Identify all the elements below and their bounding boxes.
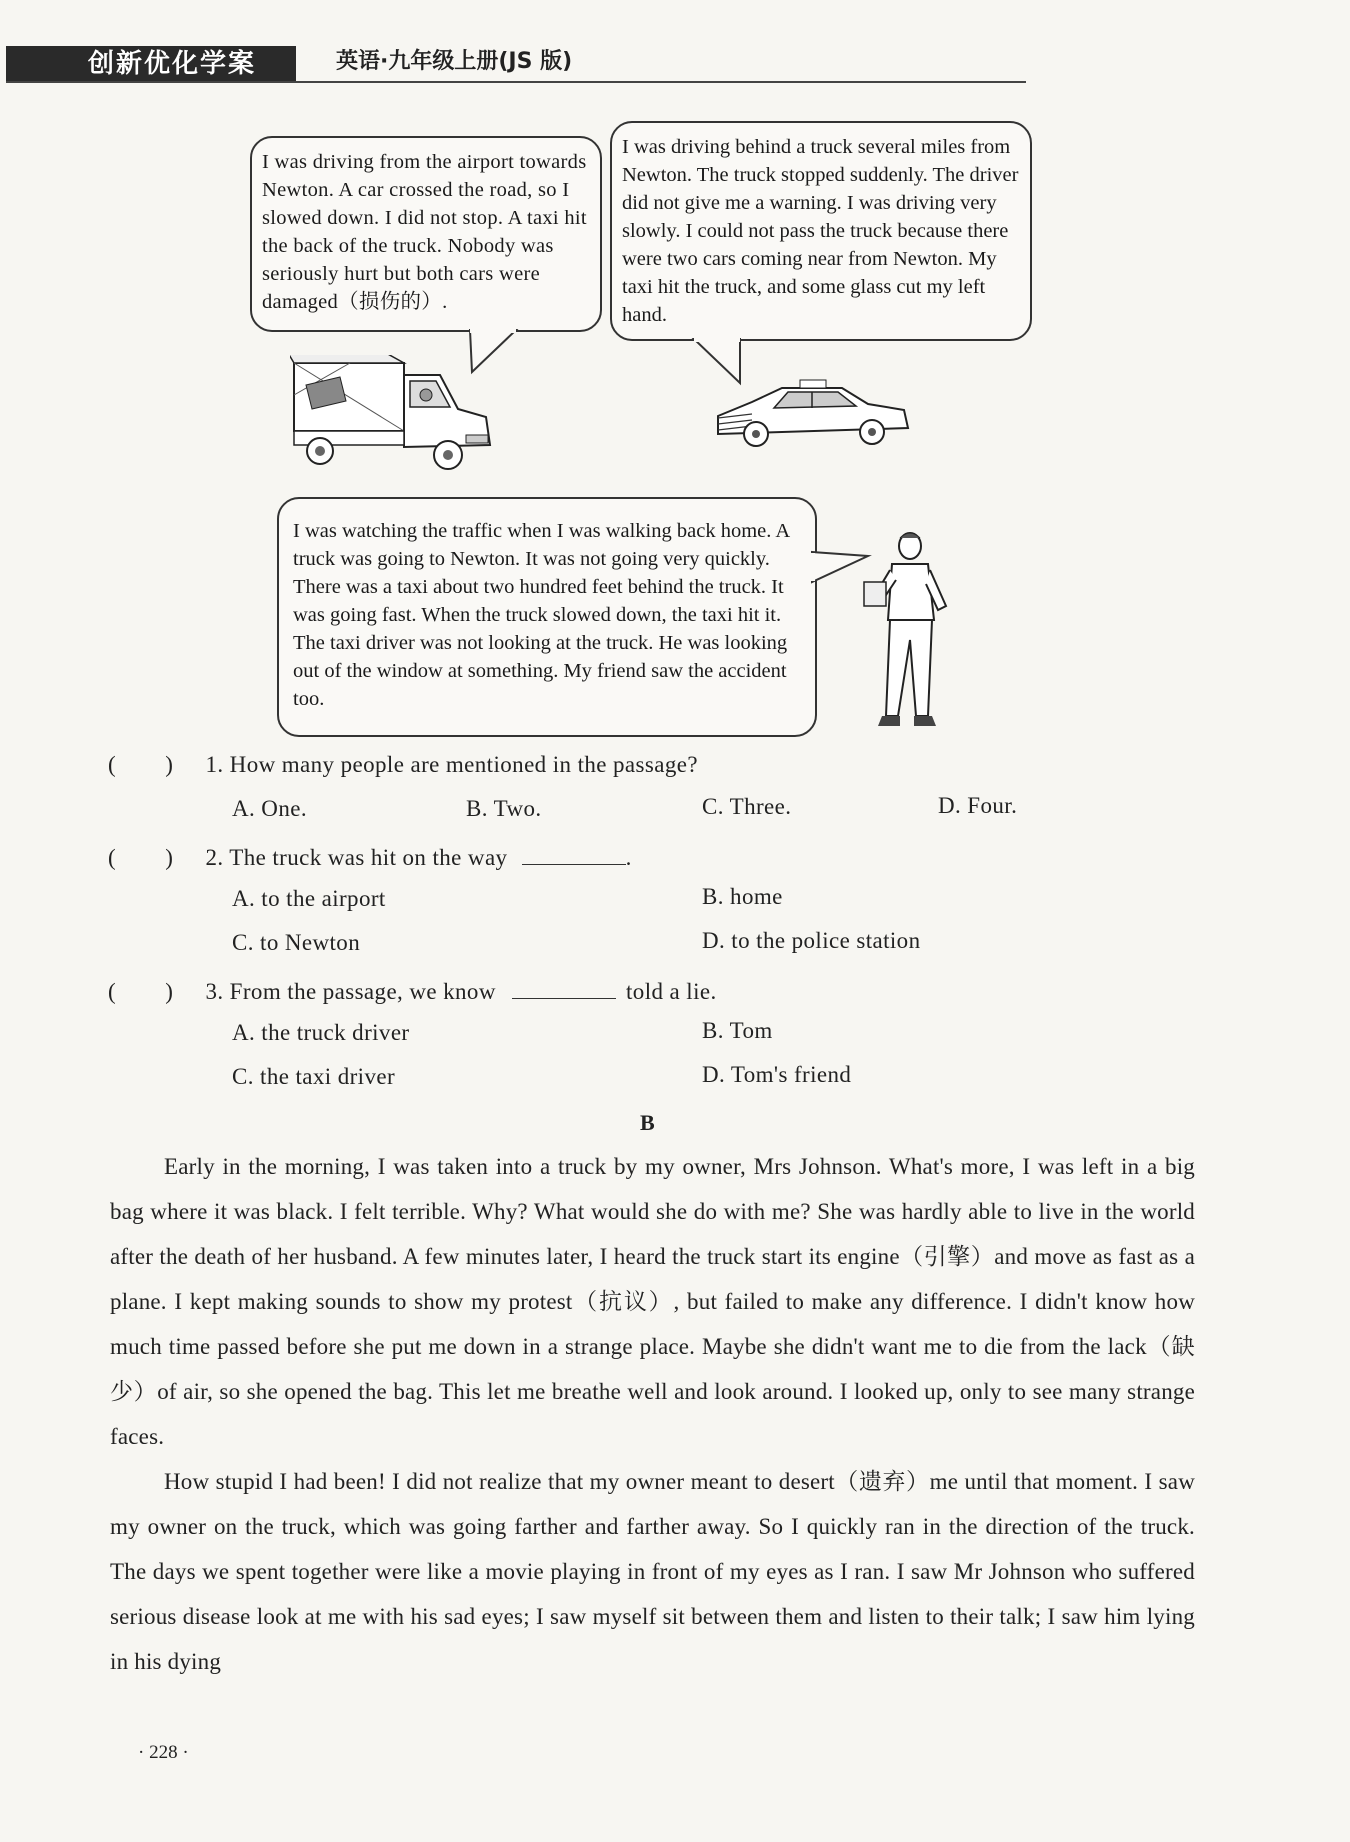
question-2 — [108, 842, 632, 871]
passage-paragraph-2: How stupid I had been! I did not realize that my owner meant to desert（遗弃）me until that moment. I saw my owner on the truck, which was going farther and farther away. So I quickly ran in the direction of the truck. The days we spent together were like a movie playing in front of my eyes as I ran. I saw Mr Johnson who suffered serious disease look at me with his sad eyes; I saw myself sit between them and listen to their talk; I saw him lying in his dying — [110, 1469, 1195, 1674]
brand-text: 创新优化学案 — [88, 49, 257, 79]
q3-option-a[interactable]: A. the truck driver — [232, 1020, 410, 1045]
page-number: · 228 · — [138, 1742, 189, 1763]
witness-boy-illustration — [860, 530, 952, 730]
answer-paren-1[interactable]: ( ) — [108, 752, 174, 777]
section-b-heading: B — [640, 1110, 655, 1135]
speech-bubble-taxi-driver — [610, 121, 1032, 341]
section-b-passage — [110, 1144, 1195, 1684]
answer-blank-3[interactable] — [512, 976, 616, 999]
q1-option-b[interactable]: B. Two. — [466, 796, 542, 821]
q1-option-c[interactable]: C. Three. — [702, 794, 792, 819]
q3-option-c[interactable]: C. the taxi driver — [232, 1064, 396, 1089]
taxi-illustration — [712, 378, 912, 450]
q2-option-a[interactable]: A. to the airport — [232, 886, 386, 911]
question-3-stem-end: told a lie. — [626, 979, 717, 1004]
book-title: 英语·九年级上册(JS 版) — [336, 49, 573, 74]
q1-option-a[interactable]: A. One. — [232, 796, 307, 821]
question-3 — [108, 976, 717, 1005]
speech-bubble-witness — [277, 497, 817, 737]
q2-option-b[interactable]: B. home — [702, 884, 783, 909]
passage-paragraph-1: Early in the morning, I was taken into a truck by my owner, Mrs Johnson. What's more, I was left in a big bag where it was black. I felt terrible. Why? What would she do with me? She was hardly able to live in the world after the death of her husband. A few minutes later, I heard the truck start its engine（引擎）and move as fast as a plane. I kept making sounds to show my protest（抗议）, but failed to make any difference. I didn't know how much time passed before she put me down in a strange place. Maybe she didn't want me to die from the lack（缺少）of air, so she opened the bag. This let me breathe well and look around. I looked up, only to see many strange faces. — [110, 1154, 1195, 1449]
answer-blank-2[interactable] — [522, 842, 626, 865]
header-divider — [6, 81, 1026, 83]
answer-paren-2[interactable]: ( ) — [108, 845, 174, 870]
bubble-text-truck-driver: I was driving from the airport towards Newton. A car crossed the road, so I slowed down. I did not stop. A taxi hit the back of the truck. Nobody was seriously hurt but both cars were damaged（损伤的）. — [262, 151, 587, 313]
truck-illustration — [290, 355, 505, 480]
q2-option-d[interactable]: D. to the police station — [702, 928, 921, 953]
q2-option-c[interactable]: C. to Newton — [232, 930, 361, 955]
question-1-stem: 1. How many people are mentioned in the passage? — [205, 752, 698, 777]
question-1 — [108, 752, 698, 778]
q3-option-d[interactable]: D. Tom's friend — [702, 1062, 852, 1087]
question-2-stem-end: . — [625, 845, 632, 870]
brand-banner — [6, 46, 296, 82]
answer-paren-3[interactable]: ( ) — [108, 979, 174, 1004]
question-2-stem: 2. The truck was hit on the way — [205, 845, 508, 870]
q3-option-b[interactable]: B. Tom — [702, 1018, 773, 1043]
speech-bubble-truck-driver — [250, 136, 602, 332]
q1-option-d[interactable]: D. Four. — [938, 793, 1018, 818]
bubble-text-witness: I was watching the traffic when I was walking back home. A truck was going to Newton. It was not going very quickly. There was a taxi about two hundred feet behind the truck. It was going fast. When the truck slowed down, the taxi hit it. The taxi driver was not looking at the truck. He was looking out of the window at something. My friend saw the accident too. — [293, 520, 790, 710]
bubble-text-taxi-driver: I was driving behind a truck several miles from Newton. The truck stopped suddenly. The driver did not give me a warning. I was driving very slowly. I could not pass the truck because there were two cars coming near from Newton. My taxi hit the truck, and some glass cut my left hand. — [622, 136, 1019, 326]
question-3-stem: 3. From the passage, we know — [205, 979, 496, 1004]
